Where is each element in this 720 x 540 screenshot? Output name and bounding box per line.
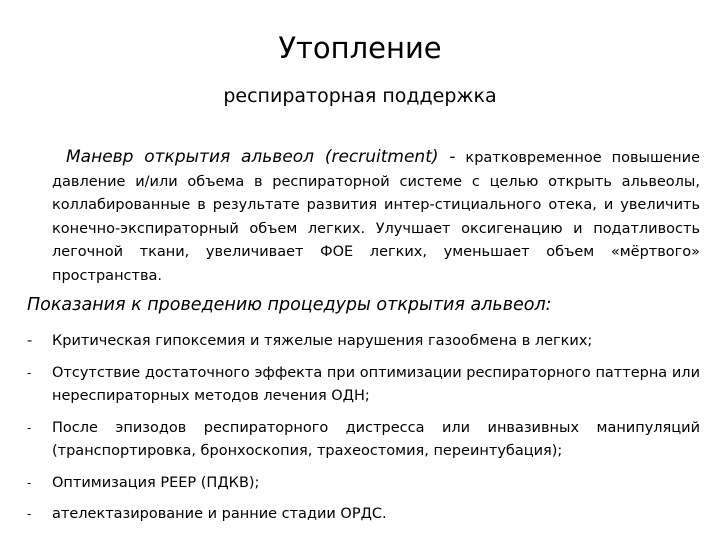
intro-paragraph: [52, 146, 700, 288]
slide-title: Утопление: [278, 31, 442, 65]
indications-heading: Показания к проведению процедуры открытия альвеол:: [27, 295, 552, 315]
list-item: [27, 503, 700, 527]
list-item: [27, 472, 700, 496]
bullet-dash: -: [27, 420, 32, 435]
list-item-text: Критическая гипоксемия и тяжелые нарушения газообмена в легких;: [52, 333, 593, 349]
bullet-dash: -: [27, 507, 32, 521]
list-item: [27, 417, 700, 464]
bullet-dash: -: [27, 333, 33, 349]
list-item: [27, 330, 700, 354]
list-item-text: Оптимизация PEEP (ПДКВ);: [52, 474, 260, 491]
list-item-text: ателектазирование и ранние стадии ОРДС.: [52, 506, 387, 522]
list-item: [27, 362, 700, 409]
list-item-text: Отсутствие достаточного эффекта при оптимизации респираторного паттерна или нереспираторных методов лечения ОДН;: [52, 364, 700, 404]
intro-text: кратковременное повышение давление и/или объема в респираторной системе с целью открыть альвеолы, коллабированные в результате развития интер-стициального отека, и увеличить конечно-экспираторный объем легких. Улучшает оксигенацию и податливость легочной ткани, увеличивает ФОЕ легких, уменьшает объем «мёртвого» пространства.: [52, 150, 700, 284]
list-item-text: После эпизодов респираторного дистресса или инвазивных манипуляций (транспортировка, бронхоскопия, трахеостомия, переинтубация);: [52, 419, 700, 459]
bullet-dash: -: [27, 475, 32, 490]
slide-subtitle: респираторная поддержка: [223, 85, 497, 107]
intro-term: Маневр открытия альвеол (recruitment) -: [66, 147, 456, 167]
bullet-dash: -: [27, 365, 32, 380]
indications-list: [27, 330, 700, 535]
